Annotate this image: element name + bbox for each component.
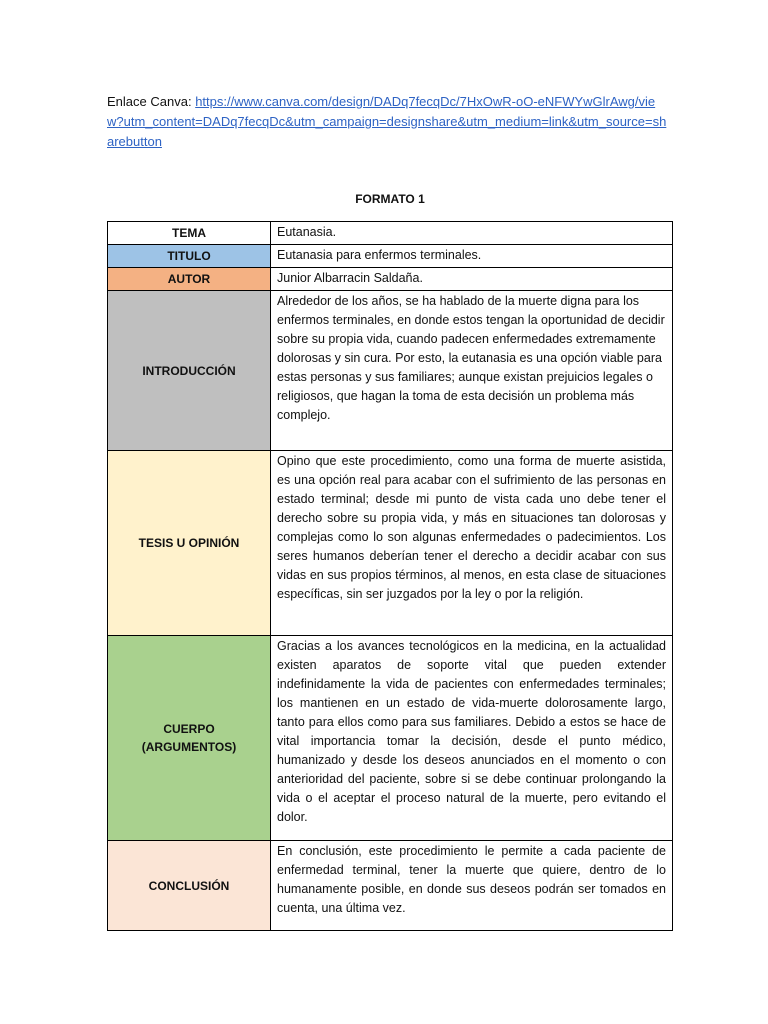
- label-cuerpo-line2: (ARGUMENTOS): [141, 740, 237, 754]
- value-titulo: Eutanasia para enfermos terminales.: [271, 245, 673, 268]
- row-titulo: [108, 245, 673, 268]
- label-cuerpo: [108, 636, 271, 841]
- row-conclusion: [108, 841, 673, 931]
- label-cuerpo-line1: CUERPO: [163, 722, 215, 736]
- value-conclusion: En conclusión, este procedimiento le permite a cada paciente de enfermedad terminal, tener la muerte que quiere, dentro de lo humanamente posible, en donde sus deseos podrán ser tomados en cuenta, una última vez.: [271, 841, 673, 931]
- canva-link[interactable]: https://www.canva.com/design/DADq7fecqDc/7HxOwR-oO-eNFWYwGlrAwg/view?utm_content=DADq7fecqDc&utm_campaign=designshare&utm_medium=link&utm_source=sharebutton: [107, 94, 667, 149]
- value-introduccion: Alrededor de los años, se ha hablado de la muerte digna para los enfermos terminales, en donde estos tengan la oportunidad de decidir sobre su propia vida, cuando padecen enfermedades extremamente dolorosas y sin cura. Por esto, la eutanasia es una opción viable para estas personas y sus familiares; aunque existan prejuicios legales o religiosos, que hagan la toma de esta decisión un problema más complejo.: [271, 291, 673, 451]
- label-tesis: TESIS U OPINIÓN: [108, 451, 271, 636]
- format-table: [107, 221, 673, 931]
- value-tema: Eutanasia.: [271, 222, 673, 245]
- canva-link-paragraph: [107, 92, 667, 152]
- canva-link-label: Enlace Canva:: [107, 94, 192, 109]
- label-titulo: TITULO: [108, 245, 271, 268]
- row-cuerpo: [108, 636, 673, 841]
- value-tesis: Opino que este procedimiento, como una forma de muerte asistida, es una opción real para acabar con el sufrimiento de las personas en estado terminal; desde mi punto de vista cada uno debe tener el derecho sobre su propia vida, y más en situaciones tan dolorosas y complejas como lo son algunas enfermedades o padecimientos. Los seres humanos deberían tener el derecho a decidir acabar con sus vidas en sus propios términos, al menos, en esta clase de situaciones específicas, sin ser juzgados por la ley o por la religión.: [271, 451, 673, 636]
- label-conclusion: CONCLUSIÓN: [108, 841, 271, 931]
- row-tema: [108, 222, 673, 245]
- value-autor: Junior Albarracin Saldaña.: [271, 268, 673, 291]
- format-title: FORMATO 1: [355, 192, 425, 206]
- label-tema: TEMA: [108, 222, 271, 245]
- row-introduccion: [108, 291, 673, 451]
- row-autor: [108, 268, 673, 291]
- row-tesis: [108, 451, 673, 636]
- label-introduccion: INTRODUCCIÓN: [108, 291, 271, 451]
- value-cuerpo: Gracias a los avances tecnológicos en la medicina, en la actualidad existen aparatos de soporte vital que pueden extender indefinidamente la vida de pacientes con enfermedades terminales; los mantienen en un estado de vida-muerte dolorosamente largo, tanto para ellos como para sus familiares. Debido a estos se hace de vital importancia tomar la decisión, desde el punto médico, humanizado y desde los deseos anunciados en el momento o con anterioridad del paciente, sobre si se debe continuar prolongando la vida o el aceptar el proceso natural de la muerte, pero evitando el dolor.: [271, 636, 673, 841]
- label-autor: AUTOR: [108, 268, 271, 291]
